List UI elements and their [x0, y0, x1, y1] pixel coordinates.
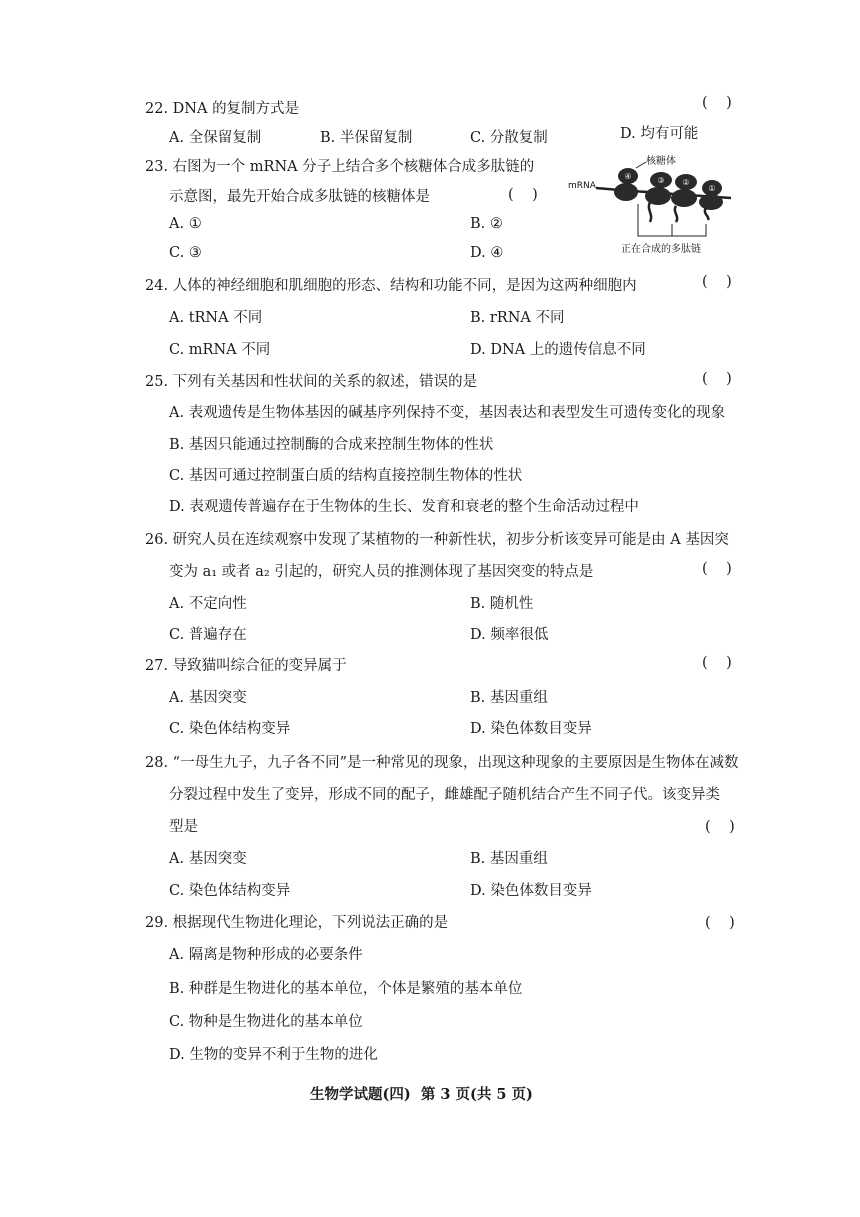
q22-option-b: B. 半保留复制 [320, 130, 413, 146]
q26-option-c: C. 普遍存在 [169, 627, 247, 643]
q27-option-a: A. 基因突变 [169, 690, 247, 706]
q23-option-c: C. ③ [169, 245, 202, 261]
q28-option-b: B. 基因重组 [470, 851, 548, 867]
q28-stem-line3: 型是 [169, 819, 198, 835]
q26-stem-line2: 变为 a₁ 或者 a₂ 引起的，研究人员的推测体现了基因突变的特点是 [169, 564, 594, 580]
q29-answer-blank[interactable]: ( ) [705, 915, 735, 931]
q25-stem: 25. 下列有关基因和性状间的关系的叙述，错误的是 [145, 374, 478, 390]
q24-stem: 24. 人体的神经细胞和肌细胞的形态、结构和功能不同，是因为这两种细胞内 [145, 278, 637, 294]
q23-stem-line2: 示意图，最先开始合成多肽链的核糖体是 [169, 189, 430, 205]
ribosome-3-icon [645, 172, 672, 205]
q26-option-d: D. 频率很低 [470, 627, 549, 643]
q26-option-b: B. 随机性 [470, 596, 534, 612]
q25-option-c: C. 基因可通过控制蛋白质的结构直接控制生物体的性状 [169, 468, 523, 484]
q29-stem: 29. 根据现代生物进化理论，下列说法正确的是 [145, 915, 449, 931]
ribosome-number-2: ② [682, 178, 690, 187]
q23-option-d: D. ④ [470, 245, 504, 261]
q29-option-c: C. 物种是生物进化的基本单位 [169, 1014, 363, 1030]
q22-stem: 22. DNA 的复制方式是 [145, 101, 300, 117]
q25-option-b: B. 基因只能通过控制酶的合成来控制生物体的性状 [169, 437, 494, 453]
q27-option-b: B. 基因重组 [470, 690, 548, 706]
q22-option-c: C. 分散复制 [470, 130, 548, 146]
q24-option-a: A. tRNA 不同 [169, 310, 263, 326]
q23-stem-line1: 23. 右图为一个 mRNA 分子上结合多个核糖体合成多肽链的 [145, 159, 535, 175]
q27-option-d: D. 染色体数目变异 [470, 721, 592, 737]
q28-answer-blank[interactable]: ( ) [705, 819, 735, 835]
q24-option-d: D. DNA 上的遗传信息不同 [470, 342, 646, 358]
q28-option-a: A. 基因突变 [169, 851, 247, 867]
polypeptide-chain [705, 208, 708, 220]
ribosome-2-icon [671, 174, 697, 207]
ribosome-number-4: ④ [624, 172, 632, 181]
page-footer: 生物学试题(四) 第 3 页(共 5 页) [310, 1086, 533, 1103]
q25-answer-blank[interactable]: ( ) [702, 371, 732, 387]
q26-option-a: A. 不定向性 [169, 596, 247, 612]
q28-option-c: C. 染色体结构变异 [169, 883, 291, 899]
ribosome-label-pointer [636, 162, 646, 168]
ribosome-number-1: ① [708, 184, 716, 193]
q22-option-a: A. 全保留复制 [169, 130, 262, 146]
polypeptide-chain [675, 206, 677, 222]
q24-option-b: B. rRNA 不同 [470, 310, 565, 326]
q28-option-d: D. 染色体数目变异 [470, 883, 592, 899]
q28-stem-line1: 28. “一母生九子，九子各不同”是一种常见的现象，出现这种现象的主要原因是生物体在减数 [145, 755, 739, 771]
q23-answer-blank[interactable]: ( ) [508, 187, 538, 203]
q24-option-c: C. mRNA 不同 [169, 342, 271, 358]
label-polypeptide-chain: 正在合成的多肽链 [621, 244, 701, 255]
ribosome-mrna-diagram [566, 150, 746, 262]
ribosome-4-icon [614, 168, 638, 201]
q23-option-a: A. ① [169, 216, 202, 232]
label-ribosome: 核糖体 [646, 156, 676, 167]
q27-option-c: C. 染色体结构变异 [169, 721, 291, 737]
q25-option-a: A. 表观遗传是生物体基因的碱基序列保持不变，基因表达和表型发生可遗传变化的现象 [169, 405, 726, 421]
ribosome-number-3: ③ [657, 176, 665, 185]
q27-stem: 27. 导致猫叫综合征的变异属于 [145, 658, 347, 674]
q24-answer-blank[interactable]: ( ) [702, 274, 732, 290]
label-mrna: mRNA [568, 181, 596, 191]
q28-stem-line2: 分裂过程中发生了变异，形成不同的配子，雌雄配子随机结合产生不同子代。该变异类 [169, 787, 720, 803]
polypeptide-chain [649, 202, 651, 222]
q26-answer-blank[interactable]: ( ) [702, 561, 732, 577]
q23-option-b: B. ② [470, 216, 503, 232]
q26-stem-line1: 26. 研究人员在连续观察中发现了某植物的一种新性状，初步分析该变异可能是由 A 基因突 [145, 532, 729, 548]
q29-option-b: B. 种群是生物进化的基本单位，个体是繁殖的基本单位 [169, 981, 523, 997]
q29-option-a: A. 隔离是物种形成的必要条件 [169, 947, 363, 963]
q25-option-d: D. 表观遗传普遍存在于生物体的生长、发育和衰老的整个生命活动过程中 [169, 499, 639, 515]
q27-answer-blank[interactable]: ( ) [702, 655, 732, 671]
q29-option-d: D. 生物的变异不利于生物的进化 [169, 1047, 378, 1063]
q22-answer-blank[interactable]: ( ) [702, 95, 732, 111]
q22-option-d: D. 均有可能 [620, 126, 699, 142]
